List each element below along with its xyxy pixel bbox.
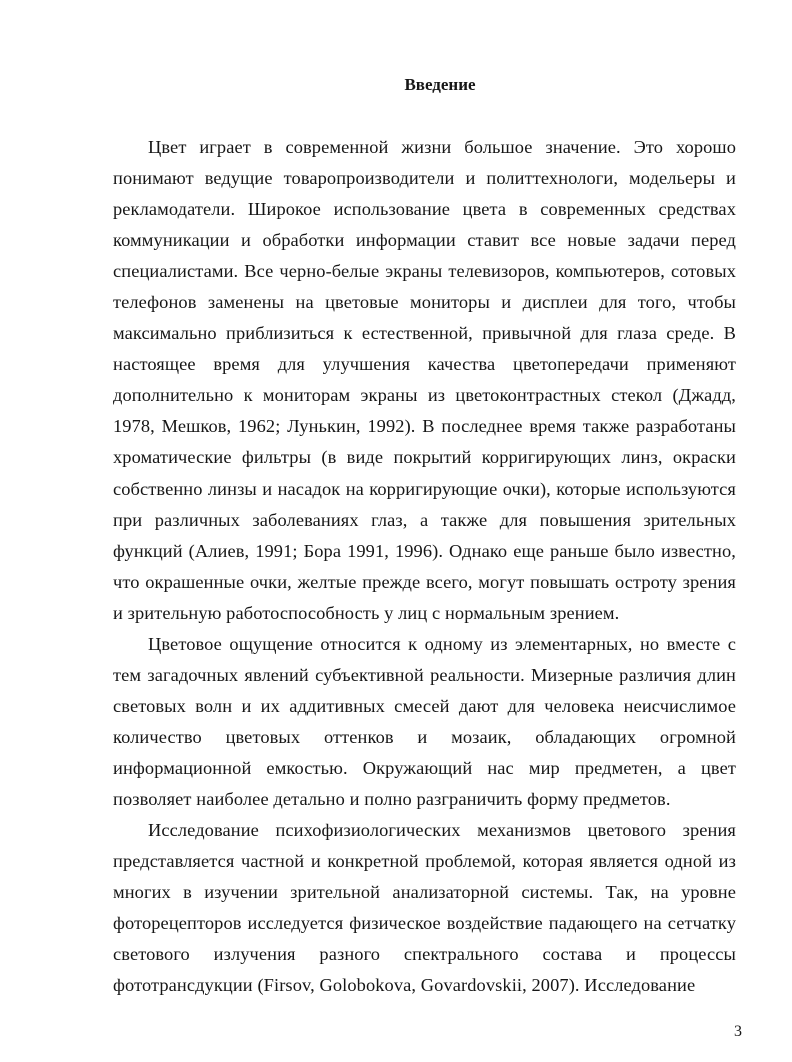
page-number: 3: [734, 1023, 742, 1040]
page-title: Введение: [404, 75, 476, 94]
paragraph-3: Исследование психофизиологических механизмов цветового зрения представляется частной и конкретной проблемой, которая является одной из многих в изучении зрительной анализаторной системы. Так, на уровне фоторецепторов исследуется физическое воздействие падающего на сетчатку светового излучения разного спектрального состава и процессы фототрансдукции (Firsov, Golobokova, Govardovskii, 2007). Исследование: [113, 820, 736, 996]
paragraph-2: Цветовое ощущение относится к одному из элементарных, но вместе с тем загадочных явлений субъективной реальности. Мизерные различия длин световых волн и их аддитивных смесей дают для человека неисчислимое количество цветовых оттенков и мозаик, обладающих огромной информационной емкостью. Окружающий нас мир предметен, а цвет позволяет наиболее детально и полно разграничить форму предметов.: [113, 633, 736, 809]
paragraph-1: Цвет играет в современной жизни большое значение. Это хорошо понимают ведущие товаропроизводители и политтехнологи, модельеры и рекламодатели. Широкое использование цвета в современных средствах коммуникации и обработки информации ставит все новые задачи перед специалистами. Все черно-белые экраны телевизоров, компьютеров, сотовых телефонов заменены на цветовые мониторы и дисплеи для того, чтобы максимально приблизиться к естественной, привычной для глаза среде. В настоящее время для улучшения качества цветопередачи применяют дополнительно к мониторам экраны из цветоконтрастных стекол (Джадд, 1978, Мешков, 1962; Лунькин, 1992). В последнее время также разработаны хроматические фильтры (в виде покрытий корригирующих линз, окраски собственно линзы и насадок на корригирующие очки), которые используются при различных заболеваниях глаз, а также для повышения зрительных функций (Алиев, 1991; Бора 1991, 1996). Однако еще раньше было известно, что окрашенные очки, желтые прежде всего, могут повышать остроту зрения и зрительную работоспособность у лиц с нормальным зрением.: [113, 137, 736, 623]
body-text: [113, 132, 736, 1001]
